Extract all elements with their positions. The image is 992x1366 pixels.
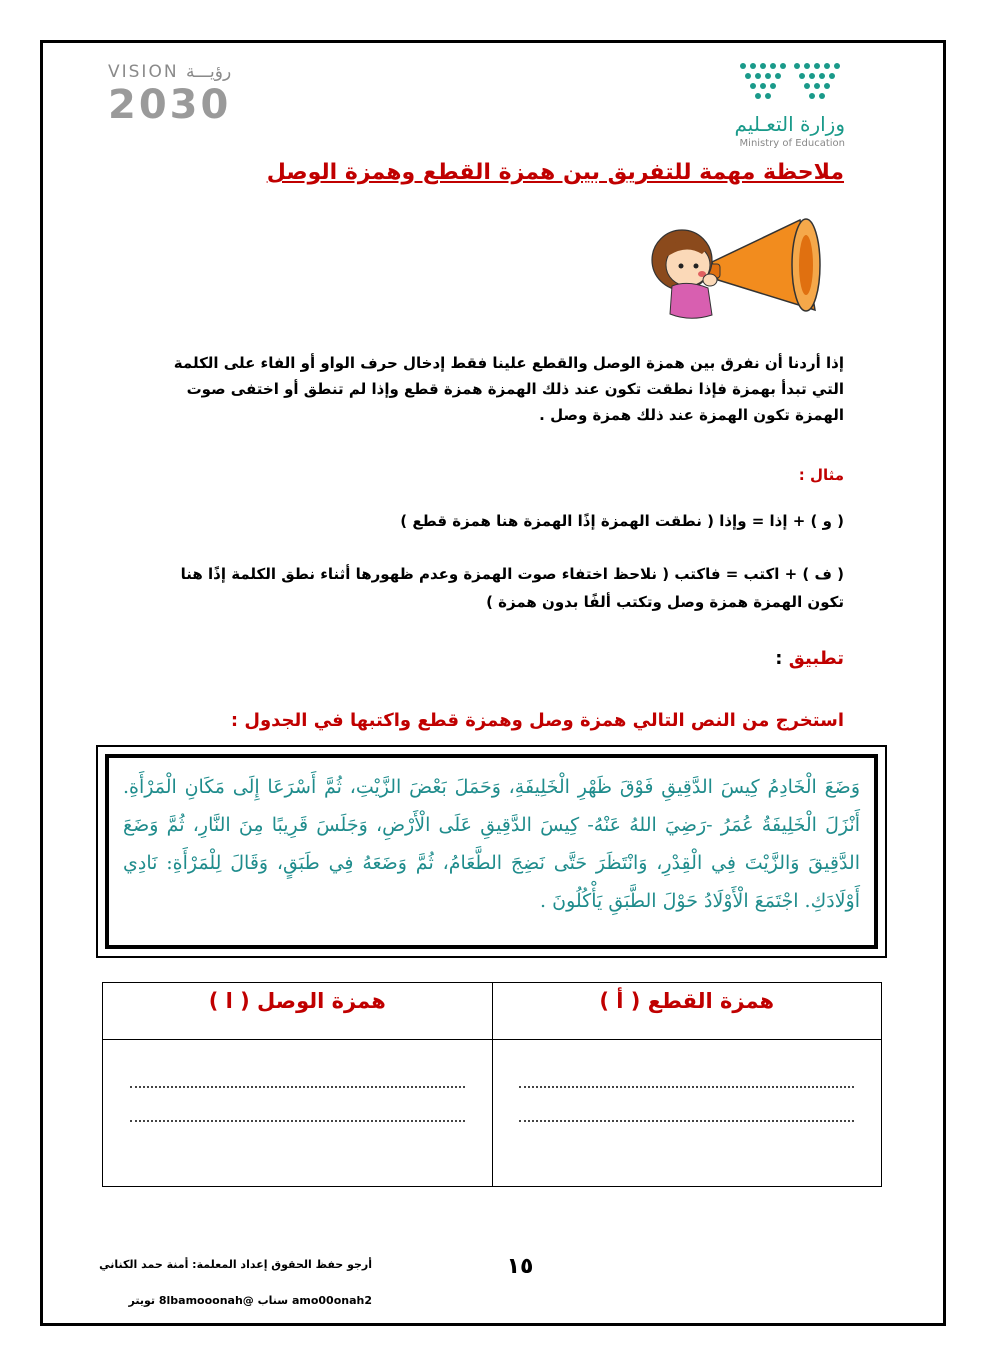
header-hamzat-wasl — [103, 983, 493, 1040]
page-number: ١٥ — [506, 1254, 534, 1279]
example-one: ( و ) + إذا = وإذا ( نطقت الهمزة إذًا الهمزة هنا همزة قطع ) — [400, 512, 844, 530]
header-hamzat-qat-label: همزة القطع ( أ ) — [599, 989, 775, 1013]
answer-table-header-row — [103, 983, 882, 1040]
training-colon: : — [775, 648, 783, 669]
ministry-name-arabic: وزارة التعـليم — [734, 112, 845, 136]
answer-table — [102, 982, 882, 1187]
ministry-name-english: Ministry of Education — [739, 138, 845, 149]
answer-table-body-row — [103, 1040, 882, 1187]
header-hamzat-qat — [492, 983, 882, 1040]
passage-text: وَضَعَ الْخَادِمُ كِيسَ الدَّقِيقِ فَوْقَ ظَهْرِ الْخَلِيفَةِ، وَحَمَلَ بَعْضَ الزَّيْتِ، ثُمَّ أَسْرَعَا إِلَى مَكَانِ الْمَرْأَةِ. أَنْزَلَ الْخَلِيفَةُ عُمَرُ -رَضِيَ اللهُ عَنْهُ- كِيسَ الدَّقِيقِ عَلَى الْأَرْضِ، وَجَلَسَ قَرِيبًا مِنَ النَّارِ، ثُمَّ وَضَعَ الدَّقِيقَ وَالزَّيْتَ فِي الْقِدْرِ، وَانْتَظَرَ حَتَّى نَضِجَ الطَّعَامُ، ثُمَّ وَضَعَهُ فِي طَبَقٍ، وَقَالَ لِلْمَرْأَةِ: نَادِي أَوْلَادَكِ. اجْتَمَعَ الْأَوْلَادُ حَوْلَ الطَّبَقِ يَأْكُلُونَ . — [123, 776, 860, 912]
footer-credit: أرجو حفظ الحقوق إعداد المعلمة: أمنة حمد الكناني — [99, 1258, 372, 1271]
answer-cell-wasl[interactable] — [103, 1040, 493, 1187]
example-label: مثال : — [798, 466, 844, 484]
training-heading — [775, 648, 844, 669]
answer-line[interactable] — [519, 1120, 854, 1122]
exercise-instruction: استخرج من النص التالي همزة وصل وهمزة قطع واكتبها في الجدول : — [230, 710, 844, 731]
ministry-logo-icon — [735, 60, 845, 105]
answer-line[interactable] — [130, 1120, 465, 1122]
answer-cell-qat[interactable] — [492, 1040, 882, 1187]
passage-box — [96, 745, 887, 958]
ministry-of-education-logo — [680, 60, 845, 150]
training-label: تطبيق — [788, 648, 844, 669]
header-hamzat-wasl-label: همزة الوصل ( ا ) — [208, 989, 386, 1013]
passage-inner-border — [105, 754, 878, 949]
vision-logo-top-text: VISION رؤيـــة — [108, 62, 232, 82]
footer-social: amo00onah2 سناب @8lbamooonah تويتر — [128, 1294, 372, 1307]
vision-logo-year: 2030 — [108, 82, 232, 128]
page-title: ملاحظة مهمة للتفريق بين همزة القطع وهمزة الوصل — [266, 160, 844, 185]
girl-megaphone-illustration — [650, 210, 830, 325]
example-two: ( ف ) + اكتب = فاكتب ( نلاحظ اختفاء صوت الهمزة وعدم ظهورها أثناء نطق الكلمة إذًا هنا تكون الهمزة همزة وصل وتكتب ألفًا بدون همزة ) — [180, 565, 844, 611]
explanation-paragraph: إذا أردنا أن نفرق بين همزة الوصل والقطع علينا فقط إدخال حرف الواو أو الفاء على الكلمة التي تبدأ بهمزة فإذا نطقت تكون عند ذلك الهمزة همزة قطع وإذا لم تنطق أو اختفى صوت الهمزة تكون الهمزة عند ذلك همزة وصل . — [173, 354, 844, 424]
vision-2030-logo — [108, 62, 268, 130]
